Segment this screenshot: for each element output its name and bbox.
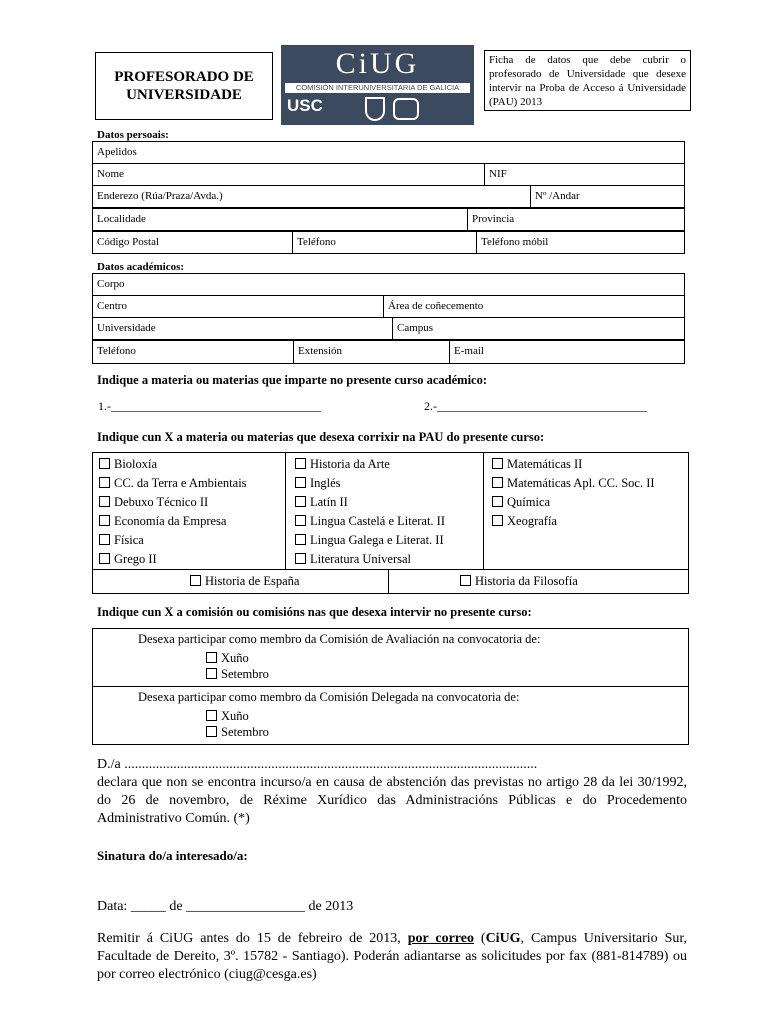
checkbox-icon[interactable] [206,652,217,663]
avaliacion-setembro[interactable]: Setembro [206,666,269,682]
row-codigo-postal[interactable] [92,231,685,254]
corpo-field[interactable]: Corpo [97,278,125,290]
subject-item[interactable]: Debuxo Técnico II [99,493,247,512]
subject-item[interactable]: Matemáticas Apl. CC. Soc. II [492,474,655,493]
apelidos-field[interactable]: Apelidos [97,146,137,158]
enderezo-field[interactable]: Enderezo (Rúa/Praza/Avda.) [97,190,223,202]
checkbox-icon[interactable] [295,553,306,564]
checkbox-icon[interactable] [295,534,306,545]
personal-data-label: Datos persoais: [97,129,169,141]
extension-field[interactable]: Extensión [293,341,448,363]
email-field[interactable]: E-mail [449,341,684,363]
question-3: Indique cun X a comisión ou comisións nas que desexa intervir no presente curso: [97,605,532,619]
codigo-postal-field[interactable]: Código Postal [97,236,160,248]
checkbox-icon[interactable] [206,668,217,679]
checkbox-icon[interactable] [295,458,306,469]
usc-logo: USC [287,96,323,115]
row-localidade[interactable] [92,208,685,231]
checkbox-icon[interactable] [99,477,110,488]
question-1: Indique a materia ou materias que imparte no presente curso académico: [97,373,488,387]
row-centro[interactable] [92,295,685,318]
declaration-text: declara que non se encontra incurso/a en causa de abstención das previstas no artigo 28 da lei 30/1992, do 26 de novembro, de Réxime Xurídico das Administracións Públicas e do Procedemento Administrativo Común. (*) [97,775,687,826]
checkbox-icon[interactable] [99,553,110,564]
checkbox-icon[interactable] [295,477,306,488]
universidade-field[interactable]: Universidade [97,322,156,334]
title-line-2: UNIVERSIDADE [126,87,242,103]
row-apelidos[interactable] [92,141,685,164]
signature-label: Sinatura do/a interesado/a: [97,848,248,863]
checkbox-icon[interactable] [295,515,306,526]
commission-box [92,628,689,745]
checkbox-icon[interactable] [190,575,201,586]
subject-item[interactable]: Química [492,493,655,512]
subjects-col-2 [295,455,445,569]
subject-item[interactable]: Inglés [295,474,445,493]
date-line[interactable]: Data: _____ de _________________ de 2013 [97,899,354,914]
campus-field[interactable]: Campus [392,318,684,339]
checkbox-icon[interactable] [206,726,217,737]
materia-line-2[interactable]: 2.-___________________________________ [424,399,647,413]
localidade-field[interactable]: Localidade [97,213,146,225]
commission-avaliacion-text: Desexa participar como membro da Comisión de Avaliación na convocatoria de: [138,632,541,646]
checkbox-icon[interactable] [460,575,471,586]
commission-delegada-text: Desexa participar como membro da Comisión Delegada na convocatoria de: [138,690,520,704]
subjects-col-3 [492,455,655,531]
emblem-icon [393,98,419,120]
nome-field[interactable]: Nome [97,168,124,180]
subject-item[interactable]: Matemáticas II [492,455,655,474]
numero-field[interactable]: Nº /Andar [530,186,684,207]
subject-item[interactable]: Bioloxía [99,455,247,474]
subject-historia-espana[interactable]: Historia de España [190,572,299,591]
info-box: Ficha de datos que debe cubrir o profesorado de Universidade que desexe intervir na Proba de Acceso á Universidade (PAU) 2013 [484,50,691,111]
telefono-mobil-field[interactable]: Teléfono móbil [476,232,684,253]
provincia-field[interactable]: Provincia [467,209,684,230]
subject-item[interactable]: Latín II [295,493,445,512]
checkbox-icon[interactable] [295,496,306,507]
subject-item[interactable]: Xeografía [492,512,655,531]
academic-data-label: Datos académicos: [97,261,185,273]
checkbox-icon[interactable] [206,710,217,721]
subjects-table [92,452,689,594]
checkbox-icon[interactable] [99,515,110,526]
telefono-field[interactable]: Teléfono [292,232,477,253]
subject-item[interactable]: Grego II [99,550,247,569]
checkbox-icon[interactable] [492,477,503,488]
ciug-logo: CiUG COMISIÓN INTERUNIVERSITARIA DE GALICIA USC [281,45,474,125]
subject-item[interactable]: Lingua Galega e Literat. II [295,531,445,550]
document-title [95,52,273,120]
subject-item[interactable]: CC. da Terra e Ambientais [99,474,247,493]
area-field[interactable]: Área de coñecemento [383,296,684,317]
delegada-options [206,708,269,740]
checkbox-icon[interactable] [492,496,503,507]
row-enderezo[interactable] [92,185,685,208]
declaration-name-line[interactable]: D./a ...................................................................................................................... [97,757,538,772]
row-nome[interactable] [92,163,685,186]
row-corpo[interactable] [92,273,685,296]
delegada-xunho[interactable]: Xuño [206,708,269,724]
subject-item[interactable]: Historia da Arte [295,455,445,474]
subject-item[interactable]: Física [99,531,247,550]
materia-line-1[interactable]: 1.-___________________________________ [98,399,321,413]
subject-item[interactable]: Literatura Universal [295,550,445,569]
checkbox-icon[interactable] [492,458,503,469]
avaliacion-xunho[interactable]: Xuño [206,650,269,666]
centro-field[interactable]: Centro [97,300,127,312]
checkbox-icon[interactable] [99,496,110,507]
footer-instructions: Remitir á CiUG antes do 15 de febreiro de 2013, por correo (CiUG, Campus Universitario Sur, Facultade de Dereito, 3º. 15782 - Santiago). Poderán adiantarse as solicitudes por fax (881-814789) ou por correo electrónico (ciug@cesga.es) [97,931,687,982]
checkbox-icon[interactable] [492,515,503,526]
subject-item[interactable]: Economía da Empresa [99,512,247,531]
title-line-1: PROFESORADO DE [114,69,254,85]
row-telefono-academic[interactable] [92,340,685,364]
subject-item[interactable]: Lingua Castelá e Literat. II [295,512,445,531]
question-2: Indique cun X a materia ou materias que desexa corrixir na PAU do presente curso: [97,430,545,444]
academic-telefono-field[interactable]: Teléfono [97,345,136,357]
avaliacion-options [206,650,269,682]
crest-icon [365,97,385,121]
subjects-col-1 [99,455,247,569]
nif-field[interactable]: NIF [484,164,684,185]
row-universidade[interactable] [92,317,685,340]
checkbox-icon[interactable] [99,458,110,469]
checkbox-icon[interactable] [99,534,110,545]
subject-historia-filosofia[interactable]: Historia da Filosofía [460,572,578,591]
delegada-setembro[interactable]: Setembro [206,724,269,740]
